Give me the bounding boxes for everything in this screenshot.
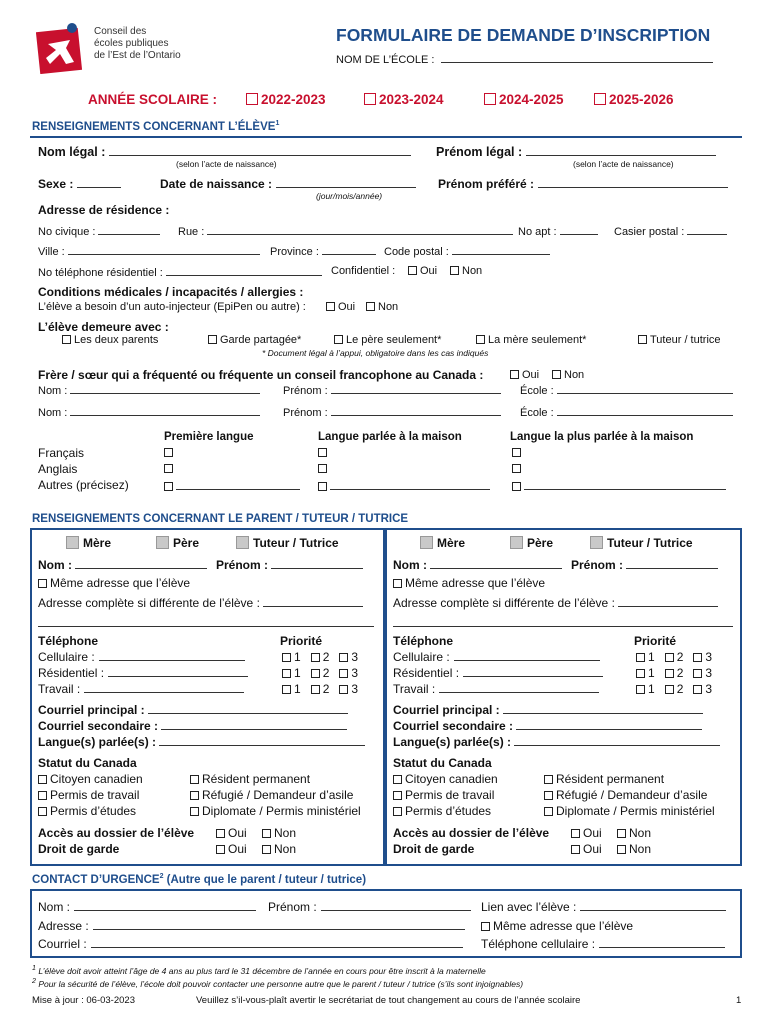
p1-custody-yes[interactable]: Oui — [216, 842, 247, 856]
year-option-3[interactable]: 2024-2025 — [484, 92, 564, 107]
lives-shared-custody-checkbox[interactable]: Garde partagée* — [208, 334, 301, 346]
p2-status-diplomat[interactable]: Diplomate / Permis ministériel — [544, 804, 715, 818]
student-section-divider — [30, 136, 742, 138]
lang-row-french: Français — [38, 446, 85, 460]
p1-work-field[interactable]: Travail : — [38, 682, 244, 696]
p1-prio-cell[interactable]: 1 2 3 — [282, 650, 358, 664]
p2-role-father[interactable]: Père — [510, 536, 553, 550]
lang-first-other-checkbox[interactable] — [164, 479, 300, 493]
lang-header-first: Première langue — [164, 431, 254, 443]
lang-most-other-checkbox[interactable] — [512, 479, 726, 493]
lang-row-english: Anglais — [38, 462, 78, 476]
logo-line-1: Conseil des — [94, 26, 147, 37]
logo-line-3: de l’Est de l’Ontario — [94, 50, 181, 61]
p2-status-work-permit[interactable]: Permis de travail — [393, 788, 494, 802]
footer-notice: Veuillez s’il-vous-plaît avertir le secrétariat de tout changement au cours de l’année scolaire — [196, 995, 581, 1006]
medical-heading: Conditions médicales / incapacités / allergies : — [38, 285, 304, 299]
p2-role-guardian[interactable]: Tuteur / Tutrice — [590, 536, 693, 550]
p1-access-label: Accès au dossier de l’élève — [38, 826, 195, 840]
lives-father-checkbox[interactable]: Le père seulement* — [334, 334, 441, 346]
p2-prio-work[interactable]: 1 2 3 — [636, 682, 712, 696]
p1-access-yes[interactable]: Oui — [216, 826, 247, 840]
p1-status-study-permit[interactable]: Permis d’études — [38, 804, 136, 818]
p1-name-field[interactable]: Nom : — [38, 558, 207, 572]
lang-home-other-checkbox[interactable] — [318, 479, 490, 493]
year-option-2[interactable]: 2023-2024 — [364, 92, 444, 107]
p1-priority-heading: Priorité — [280, 634, 323, 648]
legal-name-field[interactable]: Nom légal : — [38, 145, 411, 159]
emergency-name-field[interactable]: Nom : — [38, 900, 256, 914]
lives-mother-checkbox[interactable]: La mère seulement* — [476, 334, 586, 346]
logo-mark-icon — [36, 22, 88, 74]
p1-languages-field[interactable]: Langue(s) parlée(s) : — [38, 735, 365, 749]
p2-same-address-checkbox[interactable]: Même adresse que l’élève — [393, 576, 545, 590]
year-option-1[interactable]: 2022-2023 — [246, 92, 326, 107]
sibling-no-checkbox[interactable]: Non — [552, 369, 584, 381]
p2-status-study-permit[interactable]: Permis d’études — [393, 804, 491, 818]
pobox-field[interactable]: Casier postal : — [614, 224, 727, 238]
p2-cell-field[interactable]: Cellulaire : — [393, 650, 600, 664]
emergency-link-field[interactable]: Lien avec l’élève : — [481, 900, 726, 914]
logo-line-2: écoles publiques — [94, 38, 169, 49]
last-updated: Mise à jour : 06-03-2023 — [32, 995, 135, 1006]
p2-work-field[interactable]: Travail : — [393, 682, 599, 696]
p1-full-address-field[interactable]: Adresse complète si différente de l’élève : — [38, 596, 363, 610]
parent-section-title: RENSEIGNEMENTS CONCERNANT LE PARENT / TUTEUR / TUTRICE — [32, 513, 409, 525]
logo — [36, 22, 196, 76]
p2-status-resident[interactable]: Résident permanent — [544, 772, 664, 786]
p1-address-line[interactable] — [38, 626, 374, 627]
emergency-email-field[interactable]: Courriel : — [38, 937, 463, 951]
p1-first-field[interactable]: Prénom : — [216, 558, 363, 572]
p2-priority-heading: Priorité — [634, 634, 677, 648]
p2-status-refugee[interactable]: Réfugié / Demandeur d’asile — [544, 788, 707, 802]
p1-status-citizen[interactable]: Citoyen canadien — [38, 772, 143, 786]
p1-prio-work[interactable]: 1 2 3 — [282, 682, 358, 696]
dob-field[interactable]: Date de naissance : — [160, 177, 416, 191]
lang-home-french-checkbox[interactable] — [318, 447, 330, 459]
p1-cell-field[interactable]: Cellulaire : — [38, 650, 245, 664]
confidential-label: Confidentiel : — [331, 265, 396, 277]
sibling1-first-field[interactable]: Prénom : — [283, 383, 501, 397]
epipen-label: L’élève a besoin d’un auto-injecteur (EpiPen ou autre) : — [38, 301, 306, 313]
p2-prio-cell[interactable]: 1 2 3 — [636, 650, 712, 664]
p2-languages-field[interactable]: Langue(s) parlée(s) : — [393, 735, 720, 749]
p1-role-mother[interactable]: Mère — [66, 536, 111, 550]
p1-status-refugee[interactable]: Réfugié / Demandeur d’asile — [190, 788, 353, 802]
emergency-first-field[interactable]: Prénom : — [268, 900, 471, 914]
lang-most-french-checkbox[interactable] — [512, 447, 524, 459]
p2-custody-yes[interactable]: Oui — [571, 842, 602, 856]
p1-prio-home[interactable]: 1 2 3 — [282, 666, 358, 680]
city-field[interactable]: Ville : — [38, 244, 260, 258]
emergency-cell-field[interactable]: Téléphone cellulaire : — [481, 937, 725, 951]
footnote-1: $^1$ L’élève doit avoir atteint l’âge de 4 ans au plus tard le 31 décembre de l’année en cours pour être inscrit à la maternelle — [32, 964, 486, 976]
p1-email1-field[interactable]: Courriel principal : — [38, 703, 348, 717]
civic-number-field[interactable]: No civique : — [38, 224, 160, 238]
sex-field[interactable]: Sexe : — [38, 177, 121, 191]
p2-email1-field[interactable]: Courriel principal : — [393, 703, 703, 717]
lang-first-french-checkbox[interactable] — [164, 447, 176, 459]
postal-code-field[interactable]: Code postal : — [384, 244, 550, 258]
lives-guardian-checkbox[interactable]: Tuteur / tutrice — [638, 334, 721, 346]
p2-email2-field[interactable]: Courriel secondaire : — [393, 719, 702, 733]
emergency-same-address-checkbox[interactable]: Même adresse que l’élève — [481, 919, 633, 933]
p2-access-no[interactable]: Non — [617, 826, 651, 840]
p2-status-heading: Statut du Canada — [393, 756, 492, 770]
form-title: FORMULAIRE DE DEMANDE D’INSCRIPTION — [336, 25, 711, 45]
street-field[interactable]: Rue : — [178, 224, 513, 238]
school-name-field[interactable]: NOM DE L’ÉCOLE : — [336, 52, 713, 66]
epipen-yes-checkbox[interactable]: Oui — [326, 301, 355, 313]
school-year-row — [88, 92, 217, 107]
p2-address-line[interactable] — [393, 626, 733, 627]
p2-role-mother[interactable]: Mère — [420, 536, 465, 550]
sibling2-first-field[interactable]: Prénom : — [283, 405, 501, 419]
year-option-4[interactable]: 2025-2026 — [594, 92, 674, 107]
province-field[interactable]: Province : — [270, 244, 376, 258]
p1-custody-no[interactable]: Non — [262, 842, 296, 856]
sibling1-name-field[interactable]: Nom : — [38, 383, 260, 397]
p1-access-no[interactable]: Non — [262, 826, 296, 840]
p2-status-citizen[interactable]: Citoyen canadien — [393, 772, 498, 786]
footnote-2: $^2$ Pour la sécurité de l’élève, l’école doit pouvoir contacter une personne autre que le parent / tuteur / tutrice (s’ils sont injoignables) — [32, 977, 524, 989]
sibling-heading: Frère / sœur qui a fréquenté ou fréquente un conseil francophone au Canada : — [38, 368, 484, 382]
p2-phone-heading: Téléphone — [393, 634, 454, 648]
p1-custody-label: Droit de garde — [38, 842, 120, 856]
p1-status-heading: Statut du Canada — [38, 756, 137, 770]
p2-custody-no[interactable]: Non — [617, 842, 651, 856]
address-heading: Adresse de résidence : — [38, 203, 170, 217]
sibling1-school-field[interactable]: École : — [520, 383, 733, 397]
lives-with-heading: L’élève demeure avec : — [38, 320, 169, 334]
legal-first-name-note: (selon l’acte de naissance) — [573, 159, 674, 169]
p1-role-father[interactable]: Père — [156, 536, 199, 550]
confidential-yes-checkbox[interactable]: Oui — [408, 265, 437, 277]
epipen-no-checkbox[interactable]: Non — [366, 301, 398, 313]
p1-role-guardian[interactable]: Tuteur / Tutrice — [236, 536, 339, 550]
lang-home-english-checkbox[interactable] — [318, 463, 330, 475]
p1-status-work-permit[interactable]: Permis de travail — [38, 788, 139, 802]
legal-name-note: (selon l’acte de naissance) — [176, 159, 277, 169]
lang-first-english-checkbox[interactable] — [164, 463, 176, 475]
lang-row-other: Autres (précisez) — [38, 478, 129, 492]
sibling2-name-field[interactable]: Nom : — [38, 405, 260, 419]
p2-custody-label: Droit de garde — [393, 842, 475, 856]
p2-prio-home[interactable]: 1 2 3 — [636, 666, 712, 680]
emergency-section-title: CONTACT D’URGENCE$^2$ (Autre que le parent / tuteur / tutrice) — [32, 873, 367, 886]
home-phone-field[interactable]: No téléphone résidentiel : — [38, 265, 322, 279]
student-section-title: RENSEIGNEMENTS CONCERNANT L’ÉLÈVE$^1$ — [32, 120, 280, 133]
legal-doc-note: * Document légal à l’appui, obligatoire dans les cas indiqués — [262, 348, 489, 358]
p2-first-field[interactable]: Prénom : — [571, 558, 718, 572]
confidential-no-checkbox[interactable]: Non — [450, 265, 482, 277]
school-year-label: ANNÉE SCOLAIRE : — [88, 92, 218, 107]
p1-same-address-checkbox[interactable]: Même adresse que l’élève — [38, 576, 190, 590]
emergency-address-field[interactable]: Adresse : — [38, 919, 465, 933]
p2-full-address-field[interactable]: Adresse complète si différente de l’élève : — [393, 596, 718, 610]
p2-access-yes[interactable]: Oui — [571, 826, 602, 840]
lang-header-most: Langue la plus parlée à la maison — [510, 431, 694, 443]
p2-access-label: Accès au dossier de l’élève — [393, 826, 550, 840]
page-number: 1 — [736, 995, 742, 1006]
lang-header-home: Langue parlée à la maison — [318, 431, 462, 443]
p2-home-field[interactable]: Résidentiel : — [393, 666, 603, 680]
p1-status-diplomat[interactable]: Diplomate / Permis ministériel — [190, 804, 361, 818]
legal-first-name-field[interactable]: Prénom légal : — [436, 145, 716, 159]
p1-home-field[interactable]: Résidentiel : — [38, 666, 248, 680]
apt-field[interactable]: No apt : — [518, 224, 598, 238]
dob-format-note: (jour/mois/année) — [316, 191, 383, 201]
p2-name-field[interactable]: Nom : — [393, 558, 562, 572]
sibling2-school-field[interactable]: École : — [520, 405, 733, 419]
p1-email2-field[interactable]: Courriel secondaire : — [38, 719, 347, 733]
lang-most-english-checkbox[interactable] — [512, 463, 524, 475]
p1-phone-heading: Téléphone — [38, 634, 99, 648]
preferred-name-field[interactable]: Prénom préféré : — [438, 177, 728, 191]
sibling-yes-checkbox[interactable]: Oui — [510, 369, 539, 381]
lives-both-parents-checkbox[interactable]: Les deux parents — [62, 334, 158, 346]
p1-status-resident[interactable]: Résident permanent — [190, 772, 310, 786]
